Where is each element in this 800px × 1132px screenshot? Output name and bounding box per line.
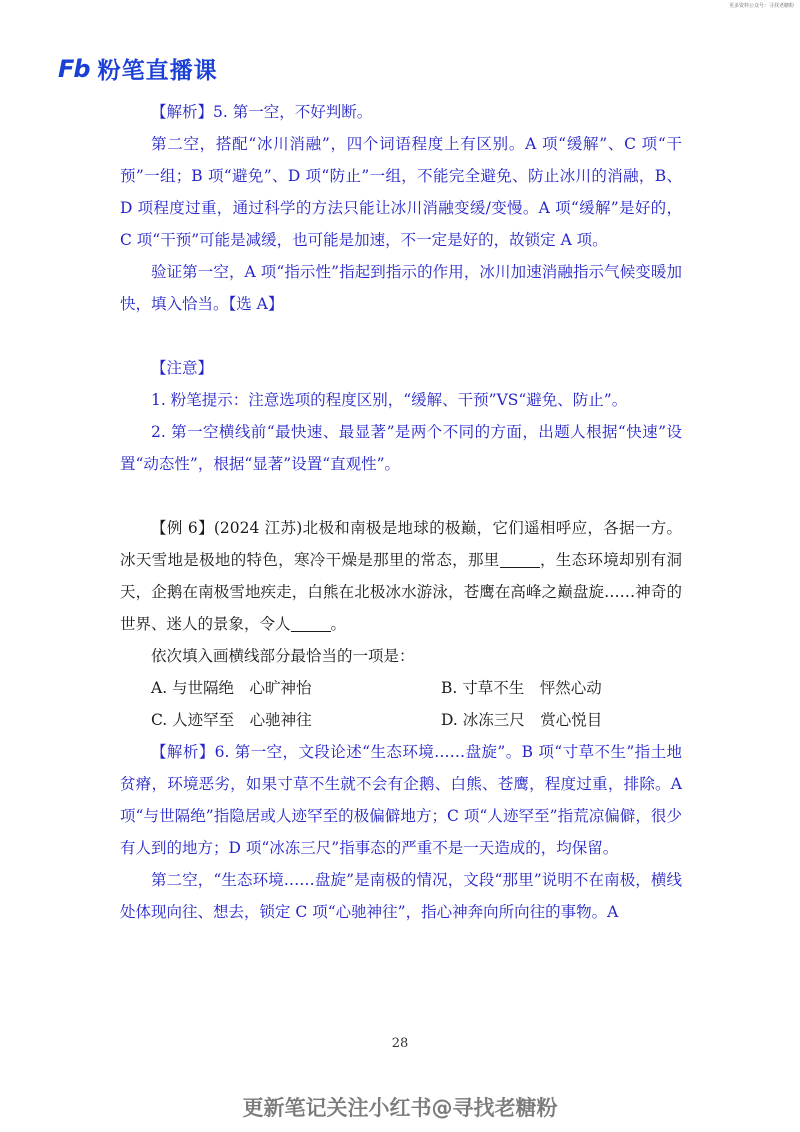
logo-text: 粉笔直播课 <box>97 58 218 84</box>
analysis5-para2: 第二空，搭配“冰川消融”，四个词语程度上有区别。A 项“缓解”、C 项“干预”一组；B 项“避免”、D 项“防止”一组，不能完全避免、防止冰川的消融，B、D 项程度过重，通过科学的方法只能让冰川消融变缓/变慢。A 项“缓解”是好的，C 项“干预”可能是减缓，也可能是加速，不一定是好的，故锁定 A 项。 <box>120 135 682 249</box>
blank-1 <box>500 551 540 568</box>
analysis5-para3: 验证第一空，A 项“指示性”指起到指示的作用，冰川加速消融指示气候变暖加快，填入恰当。【选 A】 <box>120 263 682 313</box>
stem-part1: 【例 6】(2024 江苏)北极和南极是地球的极巅，它们遥相呼应，各据一方。冰天雪地是极地的特色，寒冷干燥是那里的常态，那里 <box>120 519 682 569</box>
analysis5-line1: 【解析】5. 第一空，不好判断。 <box>151 103 373 121</box>
options-row-2 <box>120 704 682 736</box>
footer-watermark: 更新笔记关注小红书@寻找老糖粉 <box>242 1096 558 1120</box>
option-d: D. 冰冻三尺 赏心悦目 <box>441 711 603 729</box>
stem-part2: ，生态环境却别有洞天，企鹅在南极雪地疾走，白熊在北极冰水游泳，苍鹰在高峰之巅盘旋……神奇的世界、迷人的景象，令人 <box>120 551 682 633</box>
example6-question: 依次填入画横线部分最恰当的一项是： <box>151 647 415 665</box>
stem-part3: 。 <box>330 615 347 633</box>
logo-mark: Fb <box>58 54 90 83</box>
blank-2 <box>291 615 331 632</box>
analysis6-para1: 【解析】6. 第一空，文段论述“生态环境……盘旋”。B 项“寸草不生”指土地贫瘠，环境恶劣，如果寸草不生就不会有企鹅、白熊、苍鹰，程度过重，排除。A 项“与世隔绝”指隐居或人迹罕至的极偏僻地方；C 项“人迹罕至”指荒凉偏僻，很少有人到的地方；D 项“冰冻三尺”指事态的严重不是一天造成的，均保留。 <box>120 743 682 857</box>
top-note: 更多资料公众号：寻找老糖粉 <box>728 3 794 9</box>
option-b: B. 寸草不生 怦然心动 <box>441 679 602 697</box>
option-a: A. 与世隔绝 心旷神怡 <box>151 679 312 697</box>
brand-logo <box>58 52 218 85</box>
spacer <box>120 320 682 352</box>
spacer <box>120 480 682 512</box>
page-number: 28 <box>391 1036 409 1051</box>
notice-item1: 1. 粉笔提示：注意选项的程度区别，“缓解、干预”VS“避免、防止”。 <box>151 391 628 409</box>
analysis6-para2: 第二空，“生态环境……盘旋”是南极的情况，文段“那里”说明不在南极，横线处体现向往、想去，锁定 C 项“心驰神往”，指心神奔向所向往的事物。A <box>120 871 682 921</box>
notice-item2: 2. 第一空横线前“最快速、最显著”是两个不同的方面，出题人根据“快速”设置“动态性”，根据“显著”设置“直观性”。 <box>120 423 682 473</box>
document-body <box>120 96 682 928</box>
notice-title: 【注意】 <box>151 359 214 377</box>
example6-stem <box>120 512 682 640</box>
options-row-1 <box>120 672 682 704</box>
option-c: C. 人迹罕至 心驰神往 <box>151 711 312 729</box>
